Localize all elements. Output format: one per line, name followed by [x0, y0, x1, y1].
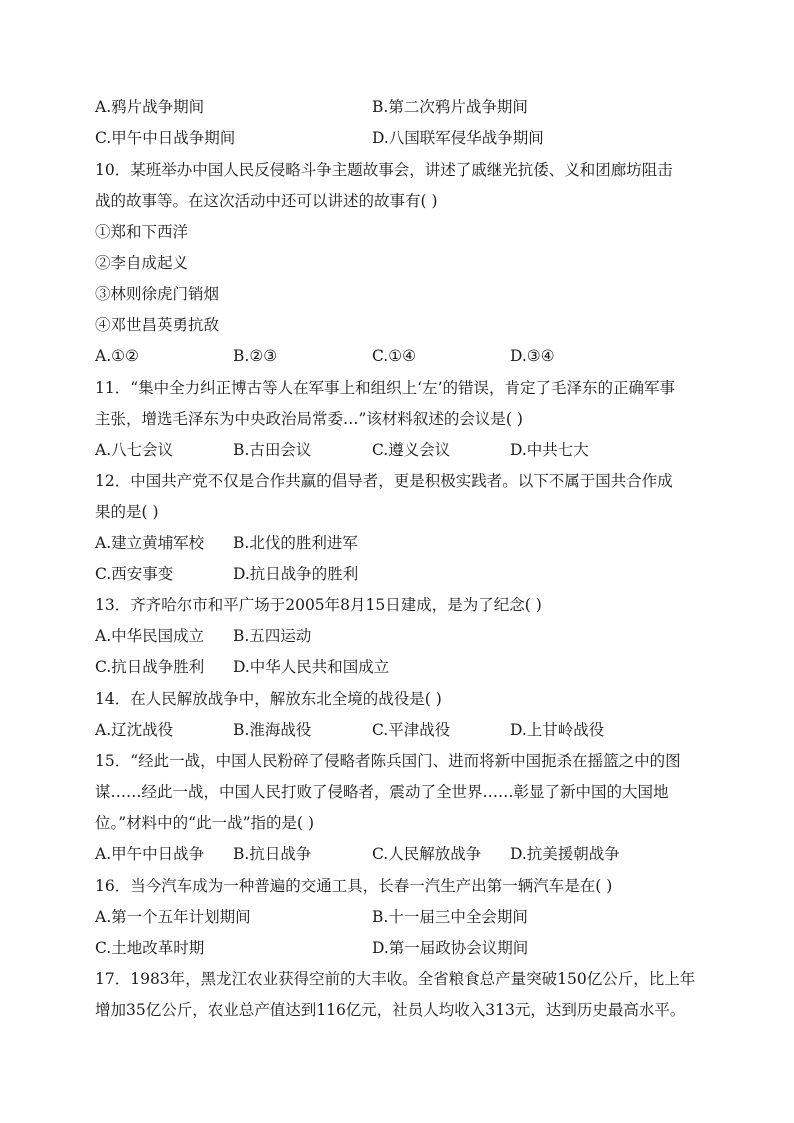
- q9-option-c: C.甲午中日战争期间: [95, 129, 236, 147]
- q10-item-1: ①郑和下西洋: [95, 223, 189, 241]
- q15-option-b: B.抗日战争: [233, 845, 312, 863]
- q12-option-b: B.北伐的胜利进军: [233, 534, 358, 552]
- q11-stem-line-1: 11．“集中全力纠正博古等人在军事上和组织上‘左’的错误，肯定了毛泽东的正确军事: [95, 379, 676, 397]
- q13-option-d: D.中华人民共和国成立: [233, 658, 390, 676]
- q12-option-d: D.抗日战争的胜利: [233, 565, 359, 583]
- q17-stem-line-1: 17．1983年，黑龙江农业获得空前的大丰收。全省粮食总产量突破150亿公斤，比上年: [95, 970, 696, 988]
- q10-stem-line-1: 10．某班举办中国人民反侵略斗争主题故事会，讲述了戚继光抗倭、义和团廊坊阻击: [95, 161, 673, 179]
- q13-option-a: A.中华民国成立: [95, 627, 205, 645]
- q10-item-2: ②李自成起义: [95, 254, 189, 272]
- q13-stem-line-1: 13．齐齐哈尔市和平广场于2005年8月15日建成，是为了纪念( ): [95, 596, 542, 614]
- q14-stem-line-1: 14．在人民解放战争中，解放东北全境的战役是( ): [95, 690, 442, 708]
- q16-option-c: C.土地改革时期: [95, 939, 205, 957]
- q9-option-a: A.鸦片战争期间: [95, 98, 205, 116]
- q14-option-b: B.淮海战役: [233, 721, 312, 739]
- q10-option-b: B.②③: [233, 347, 278, 365]
- q10-item-3: ③林则徐虎门销烟: [95, 285, 220, 303]
- q10-item-4: ④邓世昌英勇抗敌: [95, 316, 220, 334]
- q16-option-a: A.第一个五年计划期间: [95, 908, 251, 926]
- q9-option-b: B.第二次鸦片战争期间: [372, 98, 528, 116]
- q12-stem-line-1: 12．中国共产党不仅是合作共赢的倡导者，更是积极实践者。以下不属于国共合作成: [95, 472, 673, 490]
- q11-option-c: C.遵义会议: [372, 441, 451, 459]
- q15-option-c: C.人民解放战争: [372, 845, 482, 863]
- q14-option-a: A.辽沈战役: [95, 721, 174, 739]
- q11-option-d: D.中共七大: [510, 441, 589, 459]
- q15-stem-line-2: 谋……经此一战，中国人民打败了侵略者，震动了全世界……彰显了新中国的大国地: [95, 783, 669, 801]
- q17-stem-line-2: 增加35亿公斤，农业总产值达到116亿元，社员人均收入313元，达到历史最高水平。: [95, 1001, 686, 1019]
- q10-option-c: C.①④: [372, 347, 417, 365]
- q10-option-a: A.①②: [95, 347, 139, 365]
- q14-option-c: C.平津战役: [372, 721, 451, 739]
- q13-option-c: C.抗日战争胜利: [95, 658, 205, 676]
- q9-option-d: D.八国联军侵华战争期间: [372, 129, 544, 147]
- q15-option-a: A.甲午中日战争: [95, 845, 205, 863]
- q16-option-b: B.十一届三中全会期间: [372, 908, 528, 926]
- q12-stem-line-2: 果的是( ): [95, 503, 159, 521]
- q11-option-a: A.八七会议: [95, 441, 174, 459]
- q15-stem-line-3: 位。”材料中的“此一战”指的是( ): [95, 814, 315, 832]
- q12-option-a: A.建立黄埔军校: [95, 534, 205, 552]
- q11-option-b: B.古田会议: [233, 441, 312, 459]
- q13-option-b: B.五四运动: [233, 627, 312, 645]
- q15-option-d: D.抗美援朝战争: [510, 845, 620, 863]
- q14-option-d: D.上甘岭战役: [510, 721, 605, 739]
- q12-option-c: C.西安事变: [95, 565, 174, 583]
- q11-stem-line-2: 主张，增选毛泽东为中央政治局常委…”该材料叙述的会议是( ): [95, 410, 523, 428]
- q16-stem-line-1: 16．当今汽车成为一种普遍的交通工具，长春一汽生产出第一辆汽车是在( ): [95, 877, 613, 895]
- q10-stem-line-2: 战的故事等。在这次活动中还可以讲述的故事有( ): [95, 192, 438, 210]
- q10-option-d: D.③④: [510, 347, 555, 365]
- q15-stem-line-1: 15．“经此一战，中国人民粉碎了侵略者陈兵国门、进而将新中国扼杀在摇篮之中的图: [95, 752, 681, 770]
- q16-option-d: D.第一届政协会议期间: [372, 939, 529, 957]
